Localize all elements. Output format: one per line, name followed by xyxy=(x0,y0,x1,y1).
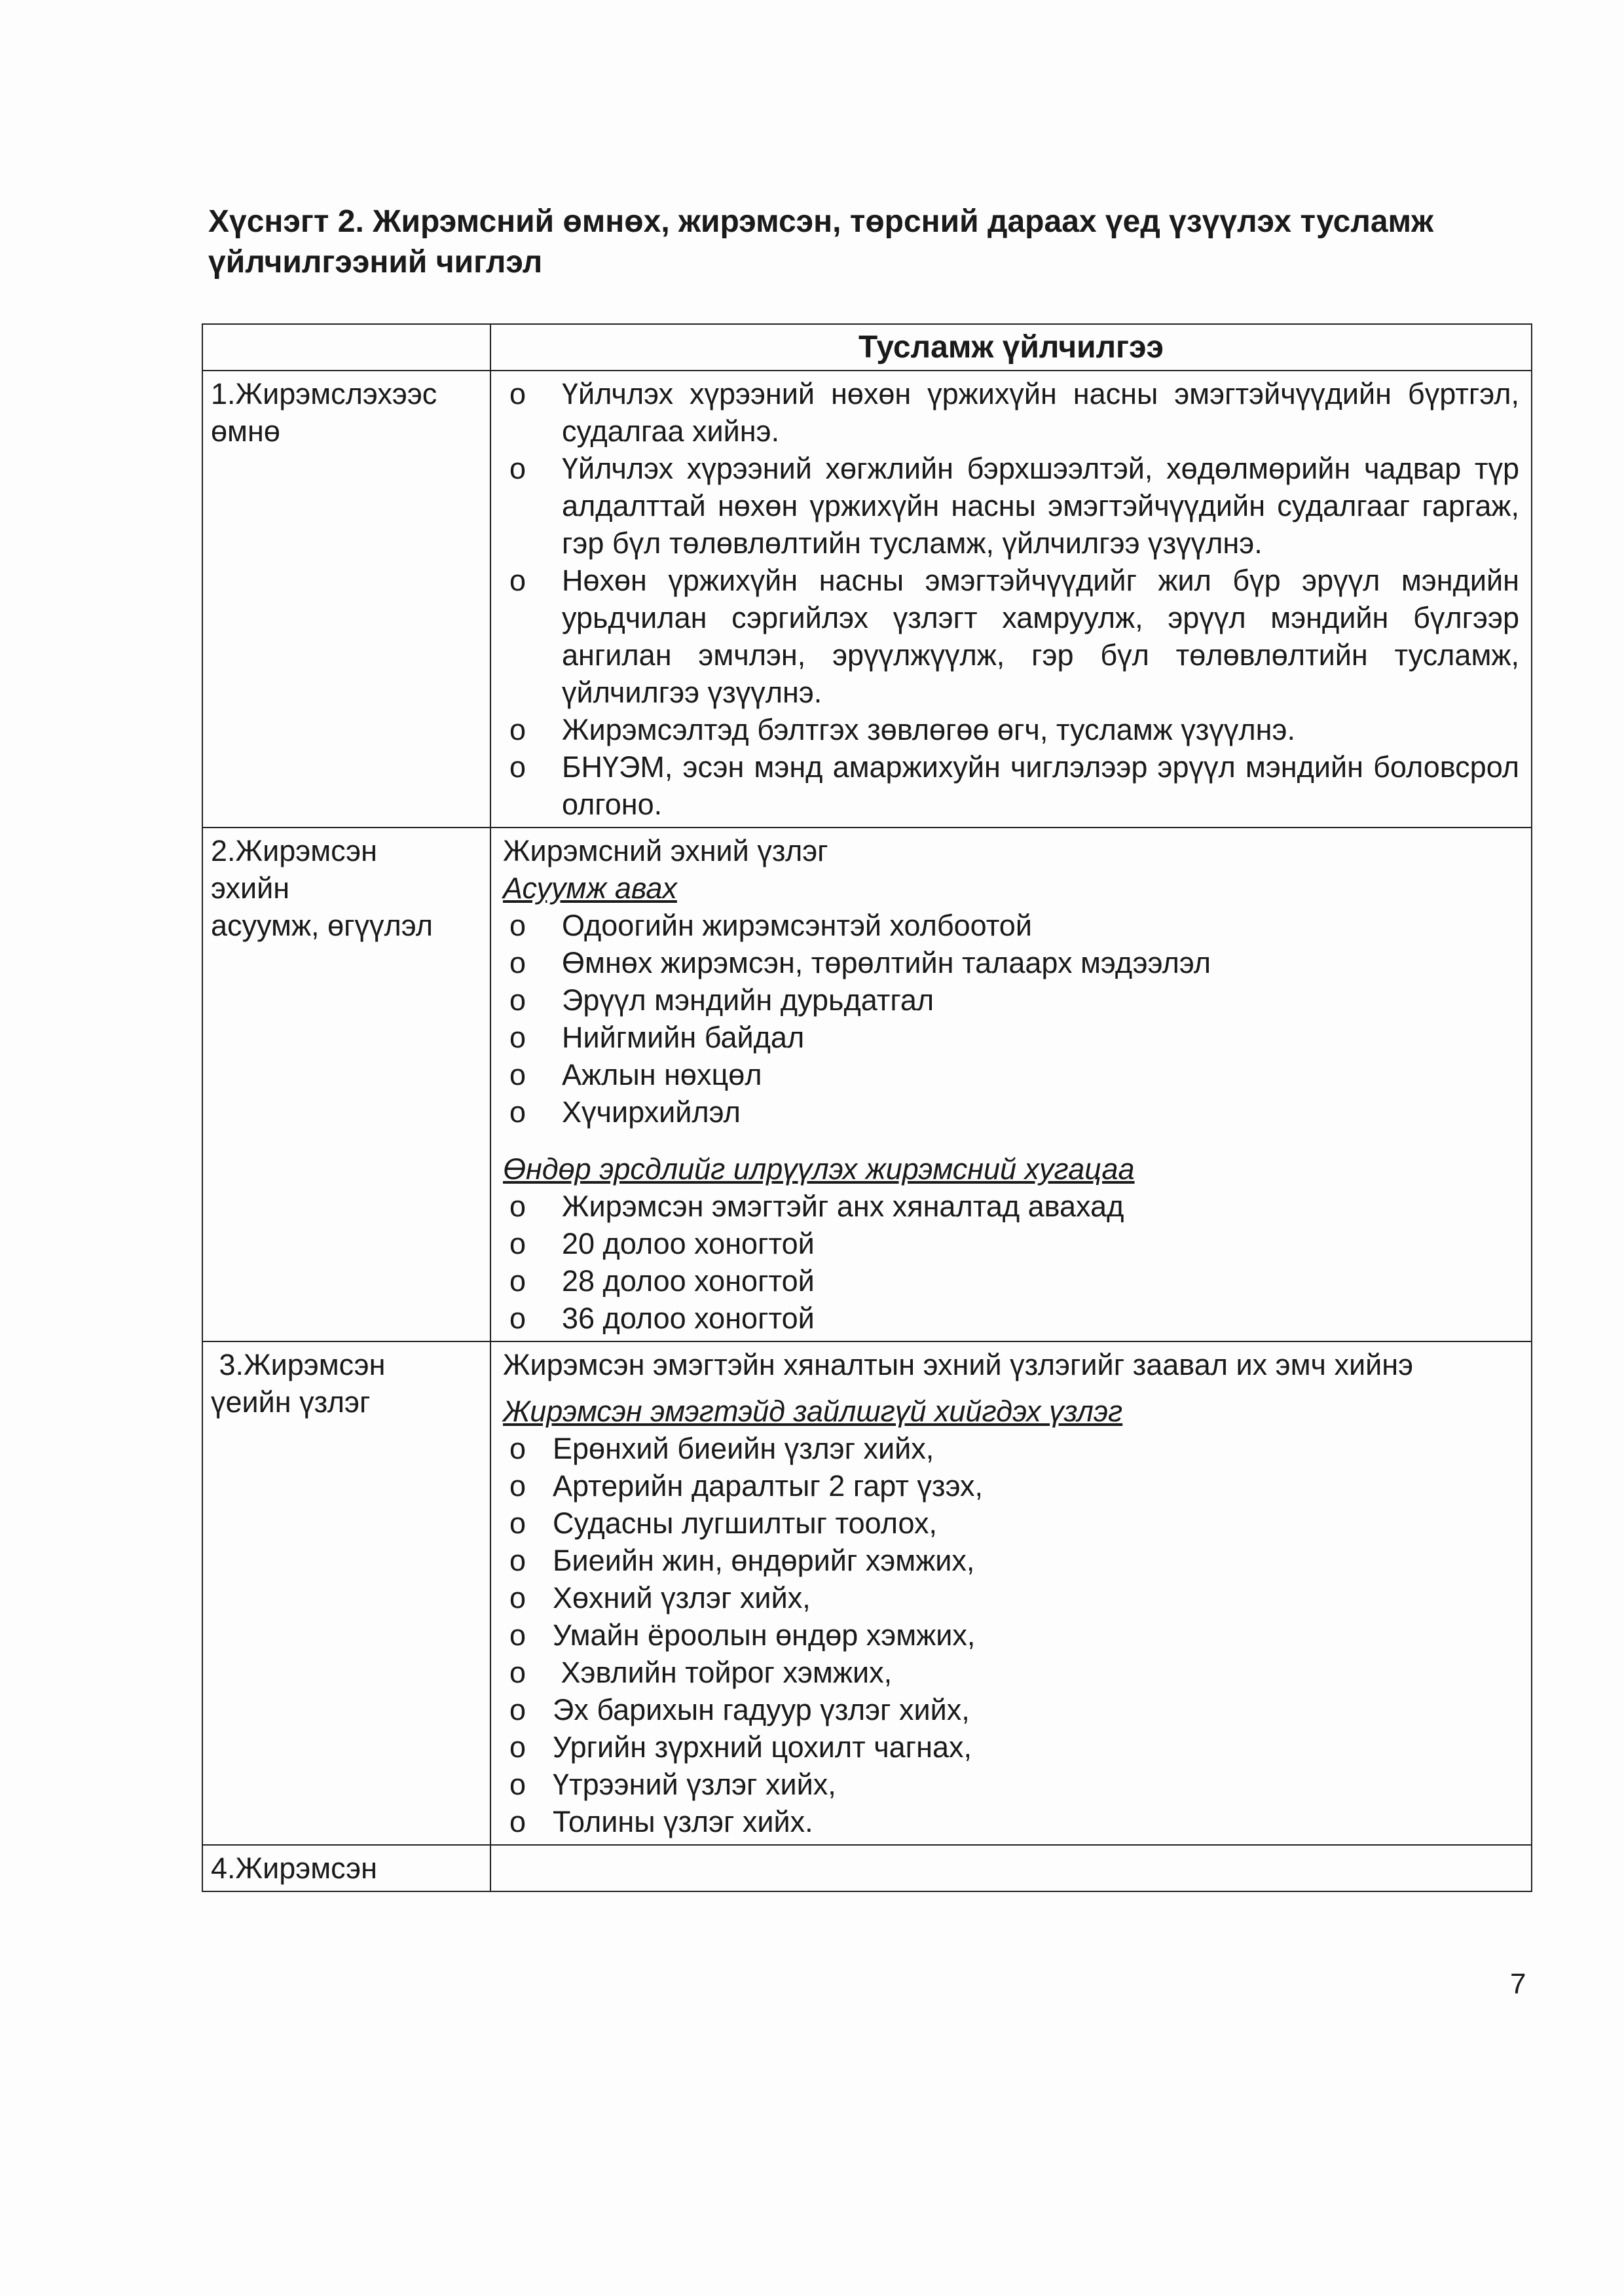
stage-label: 3.Жирэмсэн үеийн үзлэг xyxy=(202,1341,490,1845)
bullet-icon: o xyxy=(509,452,526,485)
list-item: o Биеийн жин, өндөрийг хэмжих, xyxy=(503,1542,1519,1579)
list-item: o 36 долоо хоногтой xyxy=(503,1300,1519,1337)
bullet-icon: o xyxy=(509,1730,526,1764)
bullet-icon: o xyxy=(509,1768,526,1801)
list-item: o Нийгмийн байдал xyxy=(503,1019,1519,1056)
bullet-icon: o xyxy=(509,1805,526,1838)
bullet-icon: o xyxy=(509,1264,526,1298)
list-item: o Артерийн даралтыг 2 гарт үзэх, xyxy=(503,1467,1519,1504)
bullet-icon: o xyxy=(509,750,526,784)
bullet-icon: o xyxy=(509,1190,526,1223)
table-header-row xyxy=(202,324,1532,371)
list-item: o Хэвлийн тойрог хэмжих, xyxy=(503,1654,1519,1691)
list-item: o Эрүүл мэндийн дурьдатгал xyxy=(503,981,1519,1019)
list-item: o Үтрээний үзлэг хийх, xyxy=(503,1766,1519,1803)
list-item: o Ерөнхий биеийн үзлэг хийх, xyxy=(503,1430,1519,1467)
services-cell xyxy=(490,1341,1532,1845)
bullet-list xyxy=(503,907,1519,1131)
bullet-icon: o xyxy=(509,1302,526,1335)
bullet-icon: o xyxy=(509,909,526,942)
table-caption: Хүснэгт 2. Жирэмсний өмнөх, жирэмсэн, төрсний дараах үед үзүүлэх тусламж үйлчилгээний чиглэл xyxy=(208,204,1434,280)
bullet-icon: o xyxy=(509,1058,526,1091)
list-item: o Умайн ёроолын өндөр хэмжих, xyxy=(503,1616,1519,1654)
list-item: o Жирэмсэлтэд бэлтгэх зөвлөгөө өгч, тусламж үзүүлнэ. xyxy=(503,711,1519,748)
bullet-icon: o xyxy=(509,1618,526,1652)
list-item: o 20 долоо хоногтой xyxy=(503,1225,1519,1262)
list-item: o Толины үзлэг хийх. xyxy=(503,1803,1519,1840)
page-number: 7 xyxy=(1510,1968,1526,2000)
stage-label: 1.Жирэмслэхээс өмнө xyxy=(202,371,490,828)
bullet-icon: o xyxy=(509,1432,526,1465)
list-item: o Хөхний үзлэг хийх, xyxy=(503,1579,1519,1616)
bullet-icon: o xyxy=(509,1227,526,1260)
services-table xyxy=(202,323,1532,1892)
list-item: o 28 долоо хоногтой xyxy=(503,1262,1519,1300)
table-row-first-exam xyxy=(202,828,1532,1341)
cell-intro: Жирэмсэн эмэгтэйн хяналтын эхний үзлэгийг заавал их эмч хийнэ xyxy=(503,1348,1414,1381)
bullet-icon: o xyxy=(509,1095,526,1129)
bullet-list xyxy=(503,1188,1519,1337)
bullet-icon: o xyxy=(509,1544,526,1577)
bullet-icon: o xyxy=(509,377,526,410)
bullet-icon: o xyxy=(509,713,526,746)
bullet-icon: o xyxy=(509,564,526,597)
header-services: Тусламж үйлчилгээ xyxy=(490,324,1532,371)
list-item: o БНҮЭМ, эсэн мэнд амаржихуйн чиглэлээр эрүүл мэндийн боловсрол олгоно. xyxy=(503,748,1519,823)
bullet-icon: o xyxy=(509,1506,526,1540)
subsection-heading: Асуумж авах xyxy=(503,871,677,905)
bullet-list xyxy=(503,1430,1519,1840)
cell-intro: Жирэмсний эхний үзлэг xyxy=(503,834,828,867)
bullet-icon: o xyxy=(509,1693,526,1726)
bullet-icon: o xyxy=(509,1469,526,1503)
list-item: o Үйлчлэх хүрээний хөгжлийн бэрхшээлтэй, хөдөлмөрийн чадвар түр алдалттай нөхөн үржихүйн насны эмэгтэйчүүдийн судалгааг гаргаж, гэр бүл төлөвлөлтийн тусламж, үйлчилгээ үзүүлнэ. xyxy=(503,450,1519,562)
list-item: o Эх барихын гадуур үзлэг хийх, xyxy=(503,1691,1519,1728)
list-item: o Ургийн зүрхний цохилт чагнах, xyxy=(503,1728,1519,1766)
bullet-icon: o xyxy=(509,1581,526,1614)
table-row-partial xyxy=(202,1845,1532,1891)
services-cell xyxy=(490,371,1532,828)
subsection-heading: Жирэмсэн эмэгтэйд зайлшгүй хийгдэх үзлэг xyxy=(503,1394,1123,1428)
stage-label: 4.Жирэмсэн xyxy=(202,1845,490,1891)
header-empty-cell xyxy=(202,324,490,371)
services-cell xyxy=(490,828,1532,1341)
bullet-icon: o xyxy=(509,1021,526,1054)
list-item: o Жирэмсэн эмэгтэйг анх хяналтад авахад xyxy=(503,1188,1519,1225)
list-item: o Хүчирхийлэл xyxy=(503,1093,1519,1131)
list-item: o Өмнөх жирэмсэн, төрөлтийн талаарх мэдээлэл xyxy=(503,944,1519,981)
bullet-list xyxy=(503,375,1519,823)
list-item: o Үйлчлэх хүрээний нөхөн үржихүйн насны эмэгтэйчүүдийн бүртгэл, судалгаа хийнэ. xyxy=(503,375,1519,450)
subsection-heading: Өндөр эрсдлийг илрүүлэх жирэмсний хугацаа xyxy=(503,1152,1135,1186)
list-item: o Нөхөн үржихүйн насны эмэгтэйчүүдийг жил бүр эрүүл мэндийн урьдчилан сэргийлэх үзлэгт хамруулж, эрүүл мэндийн бүлгээр ангилан эмчлэн, эрүүлжүүлж, гэр бүл төлөвлөлтийн тусламж, үйлчилгээ үзүүлнэ. xyxy=(503,562,1519,711)
bullet-icon: o xyxy=(509,1656,526,1689)
bullet-icon: o xyxy=(509,983,526,1017)
list-item: o Судасны лугшилтыг тоолох, xyxy=(503,1504,1519,1542)
table-row-pregnancy-exam xyxy=(202,1341,1532,1845)
stage-label: 2.Жирэмсэн эхийн асуумж, өгүүлэл xyxy=(202,828,490,1341)
list-item: o Ажлын нөхцөл xyxy=(503,1056,1519,1093)
bullet-icon: o xyxy=(509,946,526,979)
table-row-pre-pregnancy xyxy=(202,371,1532,828)
list-item: o Одоогийн жирэмсэнтэй холбоотой xyxy=(503,907,1519,944)
services-cell xyxy=(490,1845,1532,1891)
